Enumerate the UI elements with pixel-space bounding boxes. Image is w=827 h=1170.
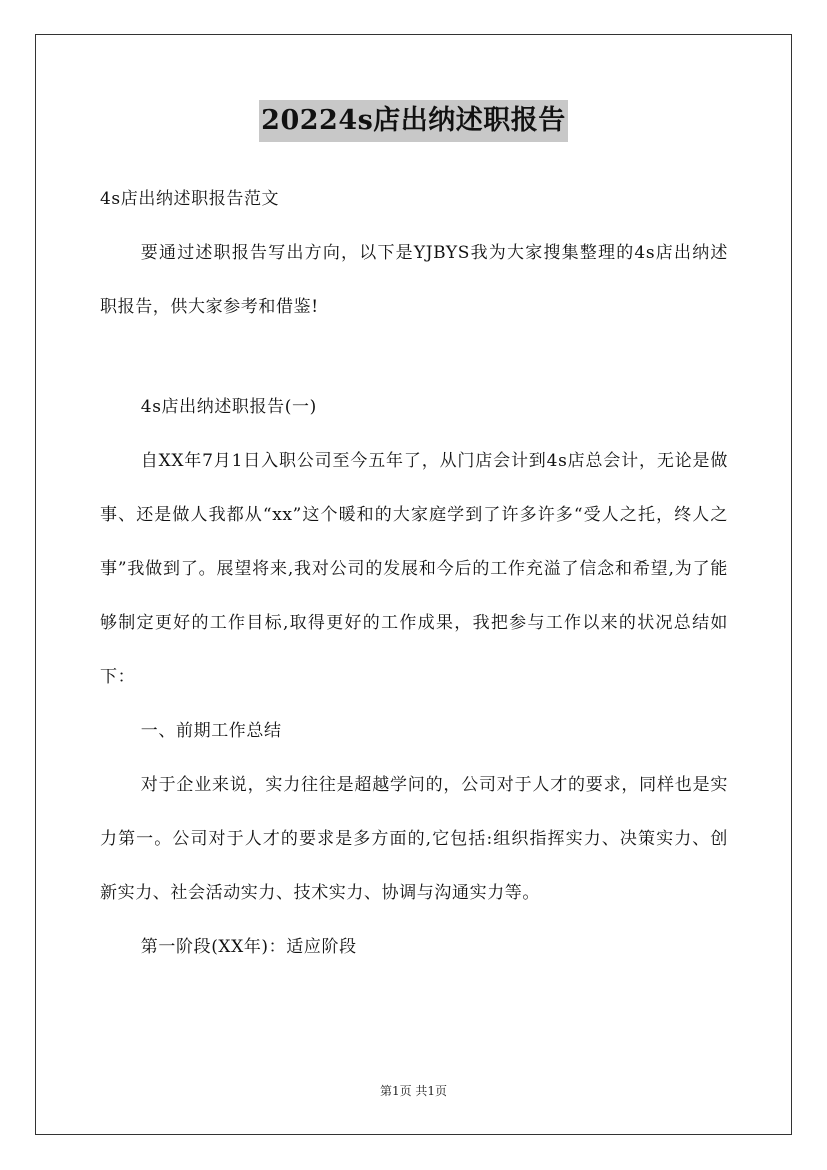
section-heading-2: 一、前期工作总结: [140, 721, 282, 741]
section-heading-1: 4s店出纳述职报告(一): [140, 397, 317, 417]
document-title: 20224s店出纳述职报告: [259, 100, 568, 142]
section-heading-3: 第一阶段(XX年)：适应阶段: [140, 937, 357, 957]
subtitle-paragraph: 4s店出纳述职报告范文: [100, 189, 280, 209]
body-paragraph-2: 对于企业来说，实力往往是超越学问的，公司对于人才的要求，同样也是实力第一。公司对于人才的要求是多方面的,它包括:组织指挥实力、决策实力、创新实力、社会活动实力、技术实力、协调与沟通实力等。: [100, 775, 728, 903]
page-footer: 第1页 共1页: [379, 1084, 448, 1098]
intro-paragraph: 要通过述职报告写出方向，以下是YJBYS我为大家搜集整理的4s店出纳述职报告，供大家参考和借鉴!: [100, 243, 728, 317]
body-paragraph-1: 自XX年7月1日入职公司至今五年了，从门店会计到4s店总会计，无论是做事、还是做人我都从“xx”这个暖和的大家庭学到了许多许多“受人之托，终人之事”我做到了。展望将来,我对公司的发展和今后的工作充溢了信念和希望,为了能够制定更好的工作目标,取得更好的工作成果，我把参与工作以来的状况总结如下：: [100, 451, 728, 687]
title-container: [0, 100, 827, 142]
document-body: [100, 172, 728, 974]
blank-line: [100, 334, 728, 380]
